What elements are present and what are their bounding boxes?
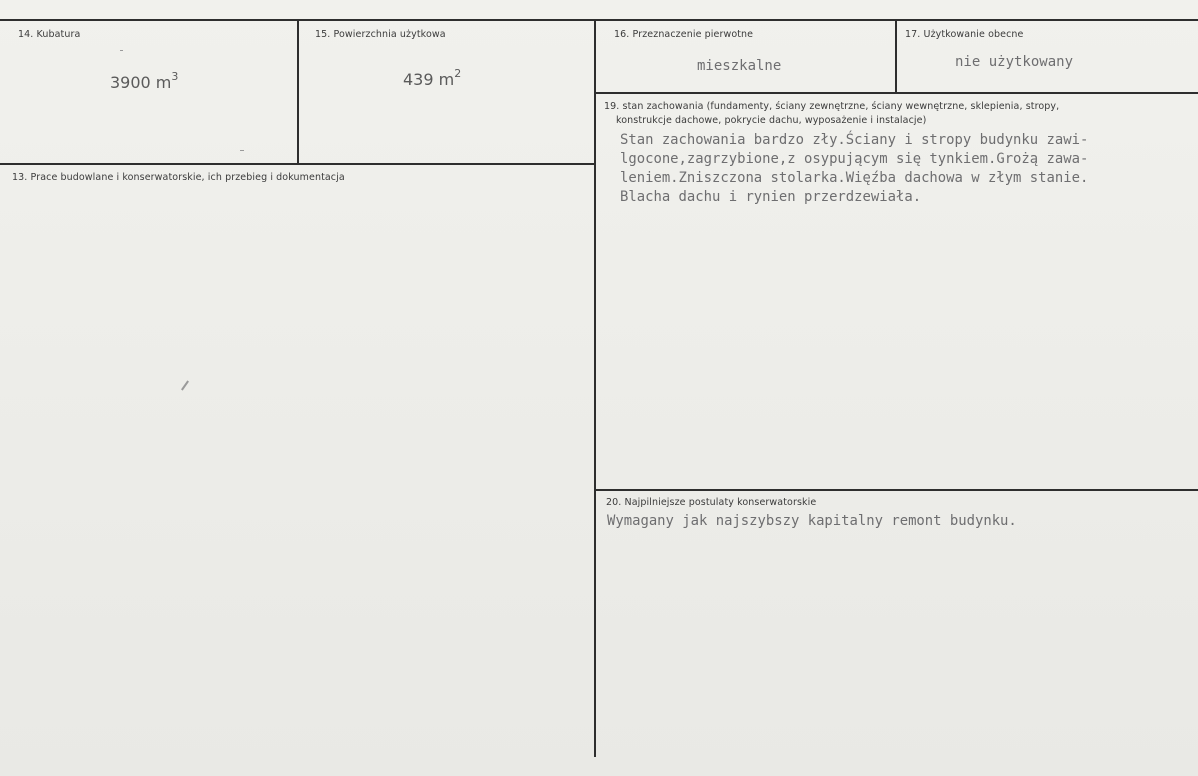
stan-label-line1: 19. stan zachowania (fundamenty, ściany zewnętrzne, ściany wewnętrzne, sklepienia, stropy, <box>604 101 1060 112</box>
paper-mark <box>240 150 244 151</box>
kubatura-exponent: 3 <box>171 70 179 83</box>
paper-mark <box>181 380 189 390</box>
kubatura-value <box>110 70 178 92</box>
powierzchnia-label: 15. Powierzchnia użytkowa <box>315 29 446 40</box>
rule-under-14-15 <box>0 163 595 165</box>
przeznaczenie-label: 16. Przeznaczenie pierwotne <box>614 29 754 40</box>
rule-above-20 <box>595 489 1198 491</box>
kubatura-label: 14. Kubatura <box>18 29 81 40</box>
stan-text-line: leniem.Zniszczona stolarka.Więźba dachowa w złym stanie. <box>620 170 1089 186</box>
top-rule <box>0 19 1198 21</box>
kubatura-number: 3900 m <box>110 73 172 92</box>
divider-center <box>594 20 596 757</box>
postulaty-value: Wymagany jak najszybszy kapitalny remont budynku. <box>607 513 1017 529</box>
divider-16-17 <box>895 20 897 92</box>
powierzchnia-number: 439 m <box>403 70 455 89</box>
stan-text-line: Stan zachowania bardzo zły.Ściany i stropy budynku zawi- <box>620 132 1089 148</box>
paper-mark <box>120 50 123 51</box>
prace-label: 13. Prace budowlane i konserwatorskie, ich przebieg i dokumentacja <box>12 172 345 183</box>
postulaty-label: 20. Najpilniejsze postulaty konserwatorskie <box>606 497 817 508</box>
stan-text-line: lgocone,zagrzybione,z osypującym się tynkiem.Grożą zawa- <box>620 151 1089 167</box>
uzytkowanie-value: nie użytkowany <box>955 54 1074 70</box>
przeznaczenie-value: mieszkalne <box>697 58 782 74</box>
divider-14-15 <box>297 20 299 164</box>
rule-under-16-17 <box>595 92 1198 94</box>
stan-label-line2: konstrukcje dachowe, pokrycie dachu, wyposażenie i instalacje) <box>616 115 927 126</box>
powierzchnia-exponent: 2 <box>454 67 462 80</box>
stan-text <box>620 131 1088 207</box>
powierzchnia-value <box>403 67 461 89</box>
stan-text-line: Blacha dachu i rynien przerdzewiała. <box>620 189 922 205</box>
uzytkowanie-label: 17. Użytkowanie obecne <box>905 29 1024 40</box>
